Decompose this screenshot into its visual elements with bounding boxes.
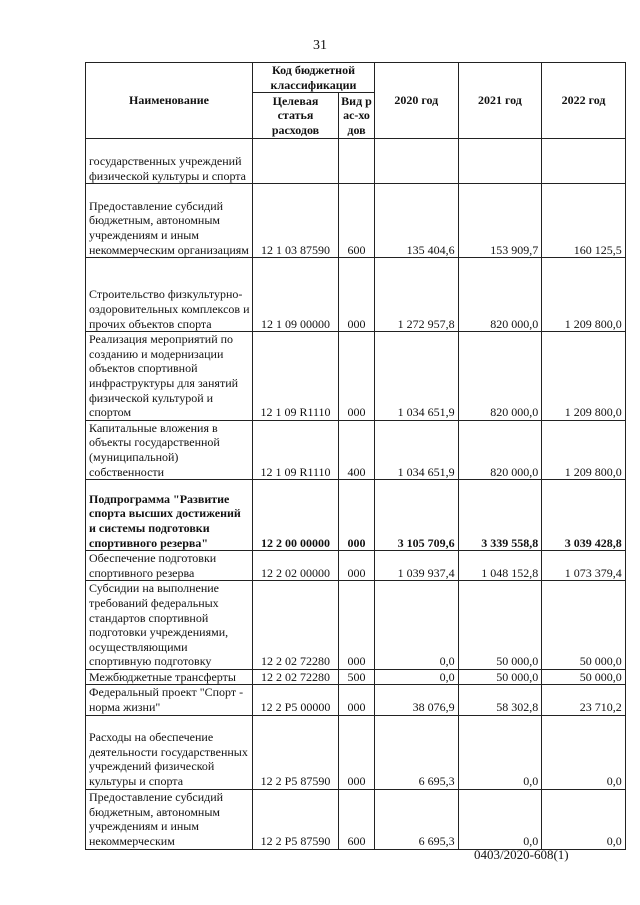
- table-row: [86, 581, 626, 670]
- row-amount-2021: 58 302,8: [458, 685, 542, 715]
- row-amount-2021: 820 000,0: [458, 420, 542, 479]
- header-2020: 2020 год: [375, 63, 459, 139]
- row-amount-2022: 160 125,5: [542, 184, 626, 258]
- row-amount-2021: 153 909,7: [458, 184, 542, 258]
- row-name: Строительство физкультурно-оздоровительных комплексов и прочих объектов спорта: [86, 258, 253, 332]
- row-amount-2020: 3 105 709,6: [375, 480, 459, 551]
- row-expense-type: 000: [339, 480, 375, 551]
- header-name: Наименование: [86, 63, 253, 139]
- row-expense-type: 600: [339, 789, 375, 849]
- row-amount-2020: 1 034 651,9: [375, 332, 459, 421]
- row-amount-2021: 1 048 152,8: [458, 551, 542, 581]
- row-expense-type: 000: [339, 581, 375, 670]
- row-amount-2022: [542, 139, 626, 184]
- row-target-code: 12 2 P5 87590: [253, 715, 339, 789]
- table-row: [86, 669, 626, 685]
- table-row: [86, 332, 626, 421]
- row-amount-2022: 0,0: [542, 789, 626, 849]
- row-target-code: 12 2 00 00000: [253, 480, 339, 551]
- row-amount-2020: 6 695,3: [375, 789, 459, 849]
- page-number: 31: [313, 38, 327, 53]
- row-amount-2022: 1 209 800,0: [542, 332, 626, 421]
- table-row: [86, 551, 626, 581]
- row-name: Субсидии на выполнение требований федеральных стандартов спортивной подготовки учреждениями, осуществляющими спортивную подготовку: [86, 581, 253, 670]
- row-amount-2021: [458, 139, 542, 184]
- header-target: Целевая статья расходов: [253, 93, 339, 139]
- row-amount-2022: 50 000,0: [542, 581, 626, 670]
- row-amount-2020: 1 034 651,9: [375, 420, 459, 479]
- row-amount-2022: 0,0: [542, 715, 626, 789]
- table-header: [86, 63, 626, 139]
- row-name: Предоставление субсидий бюджетным, автономным учреждениям и иным некоммерческим организациям: [86, 184, 253, 258]
- row-target-code: 12 2 P5 87590: [253, 789, 339, 849]
- row-amount-2021: 3 339 558,8: [458, 480, 542, 551]
- row-amount-2022: 50 000,0: [542, 669, 626, 685]
- row-amount-2021: 50 000,0: [458, 581, 542, 670]
- row-expense-type: [339, 139, 375, 184]
- budget-table: [85, 62, 626, 850]
- row-amount-2021: 820 000,0: [458, 332, 542, 421]
- row-amount-2021: 50 000,0: [458, 669, 542, 685]
- row-target-code: [253, 139, 339, 184]
- table-row: [86, 715, 626, 789]
- row-expense-type: 000: [339, 551, 375, 581]
- row-amount-2020: 0,0: [375, 581, 459, 670]
- row-name: Подпрограмма "Развитие спорта высших достижений и системы подготовки спортивного резерва": [86, 480, 253, 551]
- row-amount-2020: 1 272 957,8: [375, 258, 459, 332]
- row-expense-type: 500: [339, 669, 375, 685]
- row-target-code: 12 1 03 87590: [253, 184, 339, 258]
- row-target-code: 12 2 02 00000: [253, 551, 339, 581]
- row-name: Предоставление субсидий бюджетным, автономным учреждениям и иным некоммерческим: [86, 789, 253, 849]
- row-expense-type: 000: [339, 258, 375, 332]
- row-expense-type: 600: [339, 184, 375, 258]
- row-target-code: 12 1 09 00000: [253, 258, 339, 332]
- row-target-code: 12 2 02 72280: [253, 581, 339, 670]
- document-code: 0403/2020-608(1): [474, 847, 569, 862]
- table-row: [86, 789, 626, 849]
- row-expense-type: 000: [339, 685, 375, 715]
- table-body: [86, 139, 626, 849]
- table-row: [86, 139, 626, 184]
- row-amount-2020: 38 076,9: [375, 685, 459, 715]
- row-expense-type: 000: [339, 715, 375, 789]
- row-amount-2022: 23 710,2: [542, 685, 626, 715]
- row-amount-2020: 6 695,3: [375, 715, 459, 789]
- row-amount-2022: 1 073 379,4: [542, 551, 626, 581]
- row-name: Реализация мероприятий по созданию и модернизации объектов спортивной инфраструктуры для занятий физической культурой и спортом: [86, 332, 253, 421]
- row-target-code: 12 1 09 R1110: [253, 420, 339, 479]
- row-amount-2022: 1 209 800,0: [542, 420, 626, 479]
- table-row: [86, 420, 626, 479]
- row-expense-type: 000: [339, 332, 375, 421]
- row-name: Обеспечение подготовки спортивного резерва: [86, 551, 253, 581]
- table-row: [86, 685, 626, 715]
- row-target-code: 12 2 02 72280: [253, 669, 339, 685]
- row-target-code: 12 1 09 R1110: [253, 332, 339, 421]
- row-name: государственных учреждений физической культуры и спорта: [86, 139, 253, 184]
- row-name: Федеральный проект "Спорт - норма жизни": [86, 685, 253, 715]
- row-name: Расходы на обеспечение деятельности государственных учреждений физической культуры и спорта: [86, 715, 253, 789]
- row-name: Капитальные вложения в объекты государственной (муниципальной) собственности: [86, 420, 253, 479]
- row-amount-2022: 1 209 800,0: [542, 258, 626, 332]
- row-amount-2021: 0,0: [458, 789, 542, 849]
- row-amount-2020: 0,0: [375, 669, 459, 685]
- table-row: [86, 184, 626, 258]
- row-amount-2020: [375, 139, 459, 184]
- row-name: Межбюджетные трансферты: [86, 669, 253, 685]
- header-2022: 2022 год: [542, 63, 626, 139]
- row-amount-2020: 1 039 937,4: [375, 551, 459, 581]
- table-row: [86, 480, 626, 551]
- row-expense-type: 400: [339, 420, 375, 479]
- row-target-code: 12 2 P5 00000: [253, 685, 339, 715]
- header-2021: 2021 год: [458, 63, 542, 139]
- row-amount-2021: 0,0: [458, 715, 542, 789]
- table-row: [86, 258, 626, 332]
- row-amount-2020: 135 404,6: [375, 184, 459, 258]
- row-amount-2022: 3 039 428,8: [542, 480, 626, 551]
- row-amount-2021: 820 000,0: [458, 258, 542, 332]
- header-vid: Вид рас-ходов: [339, 93, 375, 139]
- header-code-group: Код бюджетной классификации: [253, 63, 375, 93]
